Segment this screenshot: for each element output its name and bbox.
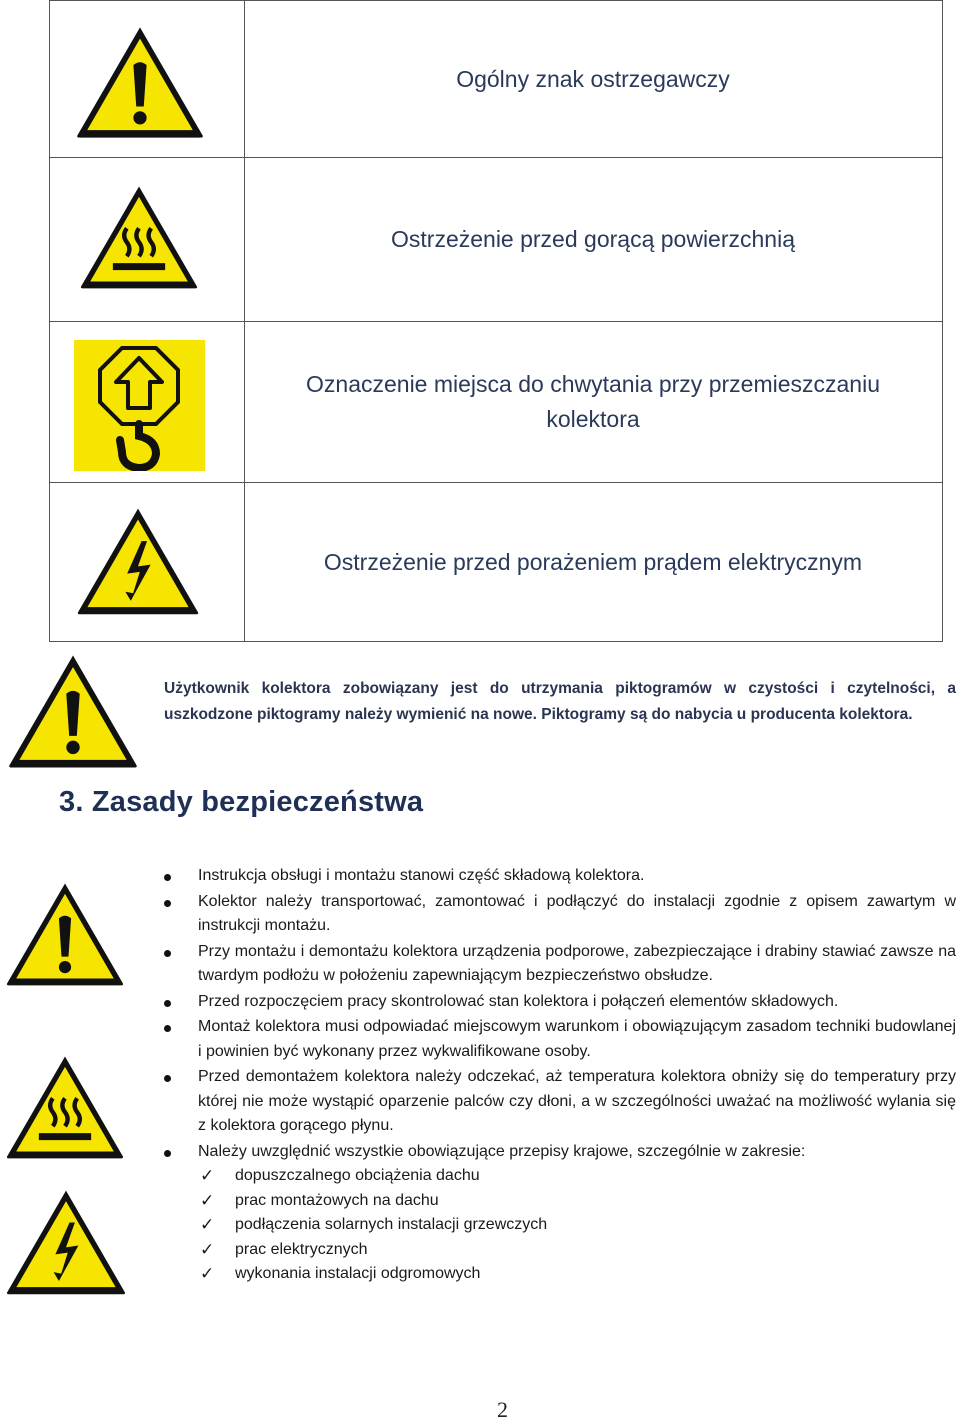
safety-rules-list [160,864,956,1288]
pictogram-row [50,483,942,641]
bullet-icon [164,900,171,907]
page-number: 2 [497,1397,508,1422]
list-item: Kolektor należy transportować, zamontować i podłączyć do instalacji zgodnie z opisem zawartym w instrukcji montażu. [160,890,956,939]
pictogram-description: Oznaczenie miejsca do chwytania przy przemieszczaniu kolektora [306,371,880,432]
electric-shock-icon [4,1186,128,1298]
list-item: Przed rozpoczęciem pracy skontrolować stan kolektora i połączeń elementów składowych. [160,990,956,1015]
bullet-icon [164,1000,171,1007]
pictogram-row [50,158,942,322]
section-number: 3. [59,786,84,818]
bullet-icon [164,1075,171,1082]
general-warning-icon [6,648,140,774]
checkmark-icon: ✓ [200,1215,215,1234]
checkmark-icon: ✓ [200,1190,215,1210]
list-item: Instrukcja obsługi i montażu stanowi część składową kolektora. [160,864,956,889]
list-item: Przy montażu i demontażu kolektora urządzenia podporowe, zabezpieczające i drabiny stawiać zawsze na twardym podłożu w położeniu zapewniającym bezpieczeństwo obsłudze. [160,940,956,989]
general-warning-icon [74,23,206,141]
pictogram-description: Ostrzeżenie przed gorącą powierzchnią [391,226,795,252]
bullet-icon [164,950,171,957]
pictogram-description: Ostrzeżenie przed porażeniem prądem elektrycznym [323,548,863,575]
sub-list-item: ✓ prac elektrycznych [160,1238,956,1263]
pictogram-maintenance-note: Użytkownik kolektora zobowiązany jest do utrzymania piktogramów w czystości i czytelności, a uszkodzone piktogramy należy wymienić na nowe. Piktogramy są do nabycia u producenta kolektora. [164,680,956,723]
list-item: Należy uwzględnić wszystkie obowiązujące przepisy krajowe, szczególnie w zakresie: ✓ dopuszczalnego obciążenia dachu ✓ prac montażowych na dachu ✓ podłączenia solarnych instalacji grzewczych ✓ prac elektrycznych ✓ wykonania instalacji odgromowych [160,1140,956,1287]
pictogram-table [49,0,943,642]
list-item: Przed demontażem kolektora należy odczekać, aż temperatura kolektora obniży się do temperatury przy której nie może wystąpić oparzenie palców czy dłoni, a w szczególności uważać na możliwość wylania się z kolektora gorącego płynu. [160,1065,956,1139]
section-title: Zasady bezpieczeństwa [91,786,424,818]
hot-surface-icon [4,1052,126,1162]
checkmark-icon: ✓ [200,1166,215,1185]
electric-shock-icon [74,505,202,617]
bullet-icon [164,1025,171,1032]
hot-surface-icon [78,182,200,292]
bullet-icon [164,874,171,881]
list-item: Montaż kolektora musi odpowiadać miejscowym warunkom i obowiązującym zasadom techniki budowlanej i powinien być wykonany przez wykwalifikowane osoby. [160,1015,956,1064]
lifting-point-hook-icon [74,340,205,471]
checkmark-icon: ✓ [200,1264,215,1283]
pictogram-row [50,322,942,483]
sub-list-item: ✓ wykonania instalacji odgromowych [160,1262,956,1287]
sub-list-item: ✓ dopuszczalnego obciążenia dachu [160,1164,956,1189]
pictogram-row [50,1,942,158]
sub-list-item: ✓ podłączenia solarnych instalacji grzewczych [160,1213,956,1238]
pictogram-description: Ogólny znak ostrzegawczy [456,65,730,92]
general-warning-icon [4,878,126,990]
bullet-icon [164,1150,171,1157]
checkmark-icon: ✓ [200,1239,215,1259]
sub-list-item: ✓ prac montażowych na dachu [160,1189,956,1214]
section-heading [59,786,423,819]
